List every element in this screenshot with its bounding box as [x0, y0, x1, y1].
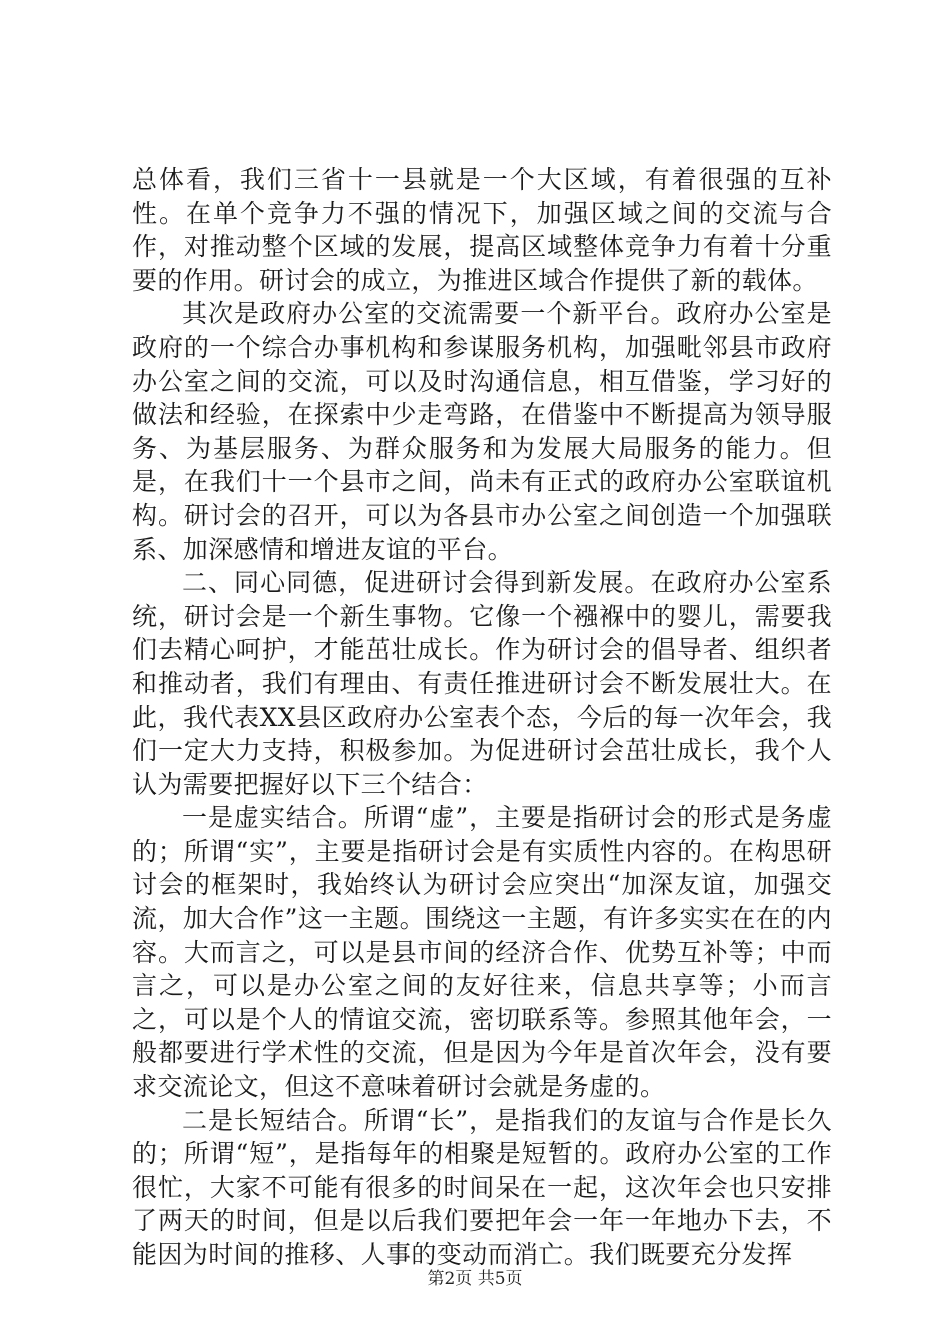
- body-text: [132, 163, 832, 1272]
- paragraph: 其次是政府办公室的交流需要一个新平台。政府办公室是政府的一个综合办事机构和参谋服务机构，加强毗邻县市政府办公室之间的交流，可以及时沟通信息，相互借鉴，学习好的做法和经验，在探索中少走弯路，在借鉴中不断提高为领导服务、为基层服务、为群众服务和为发展大局服务的能力。但是，在我们十一个县市之间，尚未有正式的政府办公室联谊机构。研讨会的召开，可以为各县市办公室之间创造一个加强联系、加深感情和增进友谊的平台。: [132, 299, 832, 564]
- paragraph: 二、同心同德，促进研讨会得到新发展。在政府办公室系统，研讨会是一个新生事物。它像一个襁褓中的婴儿，需要我们去精心呵护，才能茁壮成长。作为研讨会的倡导者、组织者和推动者，我们有理由、有责任推进研讨会不断发展壮大。在此，我代表XX县区政府办公室表个态，今后的每一次年会，我们一定大力支持，积极参加。为促进研讨会茁壮成长，我个人认为需要把握好以下三个结合：: [132, 568, 832, 799]
- paragraph: 总体看，我们三省十一县就是一个大区域，有着很强的互补性。在单个竞争力不强的情况下，加强区域之间的交流与合作，对推动整个区域的发展，提高区域整体竞争力有着十分重要的作用。研讨会的成立，为推进区域合作提供了新的载体。: [132, 165, 832, 295]
- paragraph: 二是长短结合。所谓“长”，是指我们的友谊与合作是长久的；所谓“短”，是指每年的相聚是短暂的。政府办公室的工作很忙，大家不可能有很多的时间呆在一起，这次年会也只安排了两天的时间，但是以后我们要把年会一年一年地办下去，不能因为时间的推移、人事的变动而消亡。我们既要充分发挥: [132, 1105, 832, 1269]
- page-number-footer: 第2页 共5页: [427, 1269, 523, 1289]
- paragraph: 一是虚实结合。所谓“虚”，主要是指研讨会的形式是务虚的；所谓“实”，主要是指研讨会是有实质性内容的。在构思研讨会的框架时，我始终认为研讨会应突出“加深友谊，加强交流，加大合作”这一主题。围绕这一主题，有许多实实在在的内容。大而言之，可以是县市间的经济合作、优势互补等；中而言之，可以是办公室之间的友好往来，信息共享等；小而言之，可以是个人的情谊交流，密切联系等。参照其他年会，一般都要进行学术性的交流，但是因为今年是首次年会，没有要求交流论文，但这不意味着研讨会就是务虚的。: [132, 803, 832, 1102]
